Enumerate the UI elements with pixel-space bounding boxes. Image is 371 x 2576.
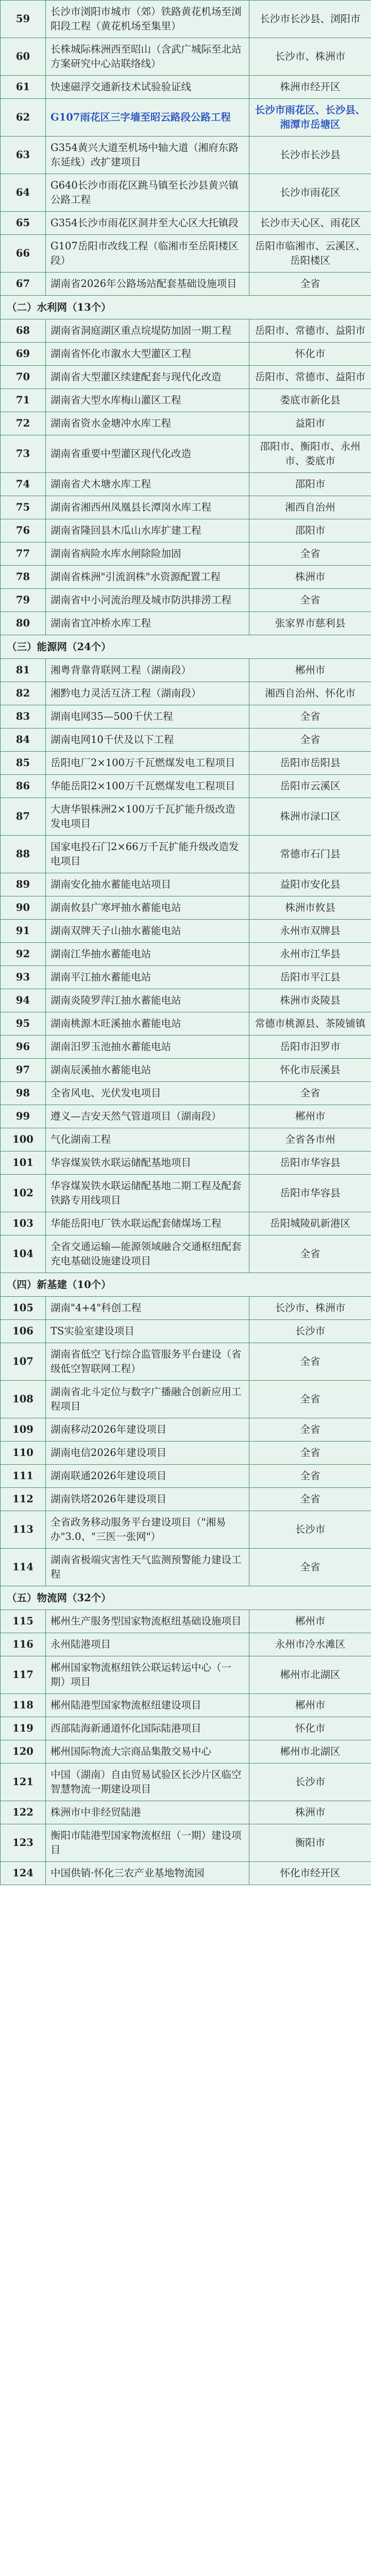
project-name: G354长沙市雨花区洞井至大心区大托镇段 xyxy=(46,212,249,235)
row-number: 72 xyxy=(1,412,46,435)
project-name: 全省交通运输—能源领域融合交通枢纽配套充电基础设施建设项目 xyxy=(46,1235,249,1273)
table-row xyxy=(1,1082,371,1105)
table-row xyxy=(1,76,371,99)
row-number: 102 xyxy=(1,1175,46,1212)
project-name: TS实验室建设项目 xyxy=(46,1320,249,1343)
project-name: 湖南省宜冲桥水库工程 xyxy=(46,612,249,635)
project-name: 气化湖南工程 xyxy=(46,1128,249,1151)
row-number: 107 xyxy=(1,1343,46,1381)
table-row xyxy=(1,752,371,775)
row-number: 83 xyxy=(1,705,46,728)
project-name: 湖南省极端灾害性天气监测预警能力建设工程 xyxy=(46,1549,249,1586)
table-row xyxy=(1,99,371,137)
section-title: （四）新基建（10个） xyxy=(1,1273,371,1297)
project-location: 岳阳市华容县 xyxy=(249,1175,371,1212)
project-location: 怀化市 xyxy=(249,1717,371,1740)
project-location: 永州市江华县 xyxy=(249,943,371,966)
project-location: 长沙市、株洲市 xyxy=(249,38,371,76)
table-row xyxy=(1,473,371,496)
table-row xyxy=(1,1764,371,1801)
table-row xyxy=(1,1633,371,1656)
project-name: 湖南省北斗定位与数字广播融合创新应用工程项目 xyxy=(46,1381,249,1418)
project-location: 岳阳市临湘市、云溪区、岳阳楼区 xyxy=(249,235,371,273)
section-title: （五）物流网（32个） xyxy=(1,1586,371,1610)
row-number: 117 xyxy=(1,1656,46,1694)
row-number: 122 xyxy=(1,1801,46,1824)
project-location: 衡阳市 xyxy=(249,1824,371,1862)
project-name: 湖南电信2026年建设项目 xyxy=(46,1442,249,1465)
row-number: 90 xyxy=(1,896,46,920)
project-name: 湖南省低空飞行综合监管服务平台建设（省级低空智联网工程） xyxy=(46,1343,249,1381)
table-row xyxy=(1,366,371,389)
table-row xyxy=(1,589,371,612)
project-location: 长沙市 xyxy=(249,1320,371,1343)
table-row xyxy=(1,1717,371,1740)
project-name: 湖南炎陵罗萍江抽水蓄能电站 xyxy=(46,989,249,1012)
project-location: 邵阳市 xyxy=(249,519,371,543)
row-number: 99 xyxy=(1,1105,46,1128)
table-row xyxy=(1,798,371,836)
table-row xyxy=(1,1059,371,1082)
project-location: 益阳市 xyxy=(249,412,371,435)
project-name: 华容煤炭铁水联运储配基地项目 xyxy=(46,1151,249,1175)
row-number: 86 xyxy=(1,775,46,798)
project-location: 湘西自治州、怀化市 xyxy=(249,682,371,705)
project-location: 邵阳市、衡阳市、永州市、娄底市 xyxy=(249,435,371,473)
project-location: 郴州市北湖区 xyxy=(249,1656,371,1694)
project-name: 长沙市浏阳市城市（郊）铁路黄花机场至浏阳段工程（黄花机场至集里） xyxy=(46,1,249,38)
row-number: 124 xyxy=(1,1862,46,1885)
row-number: 70 xyxy=(1,366,46,389)
table-row xyxy=(1,1801,371,1824)
project-name: G354黄兴大道至机场中轴大道（湘府东路东延线）改扩建项目 xyxy=(46,137,249,174)
section-title: （二）水利网（13个） xyxy=(1,296,371,319)
project-name: 湖南移动2026年建设项目 xyxy=(46,1418,249,1442)
project-location: 永州市冷水滩区 xyxy=(249,1633,371,1656)
project-location: 全省 xyxy=(249,1235,371,1273)
row-number: 93 xyxy=(1,966,46,989)
project-name: 湖南联通2026年建设项目 xyxy=(46,1465,249,1488)
table-row xyxy=(1,543,371,566)
project-name: 湖南省重要中型灌区现代化改造 xyxy=(46,435,249,473)
project-name: 衡阳市陆港型国家物流枢纽（一期）建设项目 xyxy=(46,1824,249,1862)
project-name: 湖南省病险水库水闸除险加固 xyxy=(46,543,249,566)
section-header-row xyxy=(1,296,371,319)
project-location: 全省 xyxy=(249,1488,371,1511)
row-number: 113 xyxy=(1,1511,46,1549)
project-location: 长沙市 xyxy=(249,1511,371,1549)
row-number: 85 xyxy=(1,752,46,775)
table-row xyxy=(1,659,371,682)
project-name: 华能岳阳电厂铁水联运配套储煤场工程 xyxy=(46,1212,249,1235)
row-number: 81 xyxy=(1,659,46,682)
project-location: 长沙市雨花区、长沙县、湘潭市岳塘区 xyxy=(249,99,371,137)
table-row xyxy=(1,1442,371,1465)
table-row xyxy=(1,1297,371,1320)
project-name: 郴州生产服务型国家物流枢纽基础设施项目 xyxy=(46,1610,249,1633)
project-name: 湖南省大型水库梅山灌区工程 xyxy=(46,389,249,412)
project-location: 长沙市天心区、雨花区 xyxy=(249,212,371,235)
project-location: 株洲市经开区 xyxy=(249,76,371,99)
row-number: 104 xyxy=(1,1235,46,1273)
table-row xyxy=(1,519,371,543)
project-location: 怀化市经开区 xyxy=(249,1862,371,1885)
project-name: G107岳阳市改线工程（临湘市至岳阳楼区段） xyxy=(46,235,249,273)
table-row xyxy=(1,612,371,635)
table-row xyxy=(1,1656,371,1694)
row-number: 105 xyxy=(1,1297,46,1320)
project-name: 湖南省中小河流治理及城市防洪排涝工程 xyxy=(46,589,249,612)
table-row xyxy=(1,1381,371,1418)
row-number: 77 xyxy=(1,543,46,566)
project-location: 张家界市慈利县 xyxy=(249,612,371,635)
row-number: 98 xyxy=(1,1082,46,1105)
project-location: 怀化市 xyxy=(249,343,371,366)
project-name: 湖南江华抽水蓄能电站 xyxy=(46,943,249,966)
row-number: 110 xyxy=(1,1442,46,1465)
row-number: 84 xyxy=(1,728,46,752)
table-row xyxy=(1,836,371,873)
project-location: 岳阳市、常德市、益阳市 xyxy=(249,319,371,343)
project-name: 中国供销·怀化三农产业基地物流园 xyxy=(46,1862,249,1885)
project-location: 全省 xyxy=(249,273,371,296)
row-number: 121 xyxy=(1,1764,46,1801)
project-name: 湖南电网35—500千伏工程 xyxy=(46,705,249,728)
project-name: 郴州国际物流大宗商品集散交易中心 xyxy=(46,1740,249,1764)
project-location: 全省 xyxy=(249,705,371,728)
project-location: 邵阳市 xyxy=(249,473,371,496)
project-location: 株洲市攸县 xyxy=(249,896,371,920)
project-location: 株洲市 xyxy=(249,566,371,589)
table-row xyxy=(1,435,371,473)
project-location: 全省 xyxy=(249,728,371,752)
table-row xyxy=(1,1012,371,1036)
row-number: 63 xyxy=(1,137,46,174)
project-location: 长沙市长沙县 xyxy=(249,137,371,174)
project-name: 中国（湖南）自由贸易试验区长沙片区临空智慧物流一期建设项目 xyxy=(46,1764,249,1801)
row-number: 120 xyxy=(1,1740,46,1764)
row-number: 118 xyxy=(1,1694,46,1717)
section-header-row xyxy=(1,1586,371,1610)
row-number: 74 xyxy=(1,473,46,496)
table-row xyxy=(1,1694,371,1717)
project-name: 湖南汨罗玉池抽水蓄能电站 xyxy=(46,1036,249,1059)
row-number: 92 xyxy=(1,943,46,966)
project-location: 郴州市 xyxy=(249,1610,371,1633)
project-name: 郴州国家物流枢纽铁公联运转运中心（一期）项目 xyxy=(46,1656,249,1694)
table-row xyxy=(1,1128,371,1151)
row-number: 71 xyxy=(1,389,46,412)
project-location: 全省 xyxy=(249,589,371,612)
table-row xyxy=(1,1343,371,1381)
table-row xyxy=(1,273,371,296)
table-row xyxy=(1,1105,371,1128)
table-row xyxy=(1,1320,371,1343)
project-location: 岳阳市汨罗市 xyxy=(249,1036,371,1059)
row-number: 68 xyxy=(1,319,46,343)
project-name: 全省政务移动服务平台建设项目（"湘易办"3.0、"三医一张网"） xyxy=(46,1511,249,1549)
row-number: 78 xyxy=(1,566,46,589)
table-row xyxy=(1,1418,371,1442)
project-location: 永州市双牌县 xyxy=(249,920,371,943)
row-number: 73 xyxy=(1,435,46,473)
table-row xyxy=(1,1235,371,1273)
table-row xyxy=(1,1,371,38)
project-name: 湖南平江抽水蓄能电站 xyxy=(46,966,249,989)
project-location: 郴州市 xyxy=(249,1694,371,1717)
row-number: 116 xyxy=(1,1633,46,1656)
project-name: 郴州陆港型国家物流枢纽建设项目 xyxy=(46,1694,249,1717)
row-number: 100 xyxy=(1,1128,46,1151)
row-number: 115 xyxy=(1,1610,46,1633)
project-name: 湖南省2026年公路场站配套基础设施项目 xyxy=(46,273,249,296)
row-number: 76 xyxy=(1,519,46,543)
row-number: 112 xyxy=(1,1488,46,1511)
table-row xyxy=(1,1036,371,1059)
project-name: 株洲市中非经贸陆港 xyxy=(46,1801,249,1824)
row-number: 96 xyxy=(1,1036,46,1059)
row-number: 91 xyxy=(1,920,46,943)
table-row xyxy=(1,873,371,896)
project-name: 华容煤炭铁水联运储配基地二期工程及配套铁路专用线项目 xyxy=(46,1175,249,1212)
table-row xyxy=(1,343,371,366)
project-location: 郴州市北湖区 xyxy=(249,1740,371,1764)
row-number: 109 xyxy=(1,1418,46,1442)
row-number: 89 xyxy=(1,873,46,896)
project-location: 常德市石门县 xyxy=(249,836,371,873)
project-name: 湖南省犬木塘水库工程 xyxy=(46,473,249,496)
table-row xyxy=(1,1175,371,1212)
section-title: （三）能源网（24个） xyxy=(1,635,371,659)
row-number: 66 xyxy=(1,235,46,273)
project-location: 全省 xyxy=(249,1465,371,1488)
project-table-body xyxy=(1,1,371,1885)
project-name: 湖南省隆回县木瓜山水库扩建工程 xyxy=(46,519,249,543)
project-location: 全省 xyxy=(249,1381,371,1418)
project-name: 湖南省株洲"引流润株"水资源配置工程 xyxy=(46,566,249,589)
row-number: 123 xyxy=(1,1824,46,1862)
table-row xyxy=(1,728,371,752)
row-number: 80 xyxy=(1,612,46,635)
row-number: 108 xyxy=(1,1381,46,1418)
table-row xyxy=(1,1212,371,1235)
project-name: 华能岳阳2×100万千瓦燃煤发电工程项目 xyxy=(46,775,249,798)
row-number: 79 xyxy=(1,589,46,612)
row-number: 75 xyxy=(1,496,46,519)
project-location: 全省 xyxy=(249,543,371,566)
project-name: 湖南省怀化市溆水大型灌区工程 xyxy=(46,343,249,366)
table-row xyxy=(1,1862,371,1885)
row-number: 111 xyxy=(1,1465,46,1488)
row-number: 69 xyxy=(1,343,46,366)
row-number: 65 xyxy=(1,212,46,235)
project-location: 岳阳市华容县 xyxy=(249,1151,371,1175)
project-location: 郴州市 xyxy=(249,659,371,682)
table-row xyxy=(1,235,371,273)
project-name: 湖南双牌天子山抽水蓄能电站 xyxy=(46,920,249,943)
row-number: 119 xyxy=(1,1717,46,1740)
table-row xyxy=(1,412,371,435)
project-location: 岳阳城陵矶新港区 xyxy=(249,1212,371,1235)
table-row xyxy=(1,943,371,966)
project-name: 湖南省资水金塘冲水库工程 xyxy=(46,412,249,435)
project-location: 娄底市新化县 xyxy=(249,389,371,412)
project-location: 株洲市渌口区 xyxy=(249,798,371,836)
project-name: 国家电投石门2×66万千瓦扩能升级改造发电项目 xyxy=(46,836,249,873)
table-row xyxy=(1,38,371,76)
project-location: 长沙市雨花区 xyxy=(249,174,371,212)
project-name: 湖南辰溪抽水蓄能电站 xyxy=(46,1059,249,1082)
section-header-row xyxy=(1,635,371,659)
project-location: 全省 xyxy=(249,1549,371,1586)
project-name: 湖南攸县广寒坪抽水蓄能电站 xyxy=(46,896,249,920)
row-number: 61 xyxy=(1,76,46,99)
project-name: 快速磁浮交通新技术试验验证线 xyxy=(46,76,249,99)
row-number: 114 xyxy=(1,1549,46,1586)
row-number: 95 xyxy=(1,1012,46,1036)
project-name: 湖南省洞庭湖区重点垸堤防加固一期工程 xyxy=(46,319,249,343)
project-location: 全省 xyxy=(249,1082,371,1105)
project-location: 岳阳市平江县 xyxy=(249,966,371,989)
project-location: 岳阳市、常德市、益阳市 xyxy=(249,366,371,389)
table-row xyxy=(1,682,371,705)
row-number: 59 xyxy=(1,1,46,38)
table-row xyxy=(1,496,371,519)
table-row xyxy=(1,920,371,943)
table-row xyxy=(1,319,371,343)
project-name: 遵义—吉安天然气管道项目（湖南段） xyxy=(46,1105,249,1128)
table-row xyxy=(1,989,371,1012)
project-name: 全省风电、光伏发电项目 xyxy=(46,1082,249,1105)
project-location: 岳阳市云溪区 xyxy=(249,775,371,798)
row-number: 103 xyxy=(1,1212,46,1235)
table-row xyxy=(1,1610,371,1633)
project-name: 湖南电网10千伏及以下工程 xyxy=(46,728,249,752)
row-number: 94 xyxy=(1,989,46,1012)
table-row xyxy=(1,896,371,920)
project-name: 湘黔电力灵活互济工程（湖南段） xyxy=(46,682,249,705)
row-number: 101 xyxy=(1,1151,46,1175)
row-number: 64 xyxy=(1,174,46,212)
table-row xyxy=(1,137,371,174)
project-name: 大唐华银株洲2×100万千瓦扩能升级改造发电项目 xyxy=(46,798,249,836)
project-location: 全省各市州 xyxy=(249,1128,371,1151)
project-location: 全省 xyxy=(249,1343,371,1381)
table-row xyxy=(1,1824,371,1862)
row-number: 67 xyxy=(1,273,46,296)
project-name: 湖南省湘西州凤凰县长潭岗水库工程 xyxy=(46,496,249,519)
project-name: 湖南铁塔2026年建设项目 xyxy=(46,1488,249,1511)
project-location: 株洲市 xyxy=(249,1801,371,1824)
project-name: 永州陆港项目 xyxy=(46,1633,249,1656)
table-row xyxy=(1,1511,371,1549)
row-number: 106 xyxy=(1,1320,46,1343)
project-name: 湖南桃源木旺溪抽水蓄能电站 xyxy=(46,1012,249,1036)
row-number: 87 xyxy=(1,798,46,836)
table-row xyxy=(1,775,371,798)
table-row xyxy=(1,966,371,989)
project-location: 长沙市 xyxy=(249,1764,371,1801)
project-name: G640长沙市雨花区跳马镇至长沙县黄兴镇公路工程 xyxy=(46,174,249,212)
table-row xyxy=(1,1740,371,1764)
project-location: 郴州市 xyxy=(249,1105,371,1128)
table-row xyxy=(1,705,371,728)
project-location: 怀化市辰溪县 xyxy=(249,1059,371,1082)
table-row xyxy=(1,389,371,412)
project-location: 全省 xyxy=(249,1418,371,1442)
table-row xyxy=(1,212,371,235)
project-name: 西部陆海新通道怀化国际陆港项目 xyxy=(46,1717,249,1740)
project-name: 湖南"4+4"科创工程 xyxy=(46,1297,249,1320)
project-location: 长沙市、株洲市 xyxy=(249,1297,371,1320)
project-name: 湖南省大型灌区续建配套与现代化改造 xyxy=(46,366,249,389)
project-location: 全省 xyxy=(249,1442,371,1465)
project-name: 长株城际株洲西至昭山（含武广城际至北站方案研究中心站联络线） xyxy=(46,38,249,76)
project-location: 湘西自治州 xyxy=(249,496,371,519)
table-row xyxy=(1,1151,371,1175)
table-row xyxy=(1,1465,371,1488)
table-row xyxy=(1,566,371,589)
row-number: 88 xyxy=(1,836,46,873)
project-location: 长沙市长沙县、浏阳市 xyxy=(249,1,371,38)
project-location: 岳阳市岳阳县 xyxy=(249,752,371,775)
table-row xyxy=(1,174,371,212)
project-name: 岳阳电厂2×100万千瓦燃煤发电工程项目 xyxy=(46,752,249,775)
table-row xyxy=(1,1549,371,1586)
section-header-row xyxy=(1,1273,371,1297)
row-number: 60 xyxy=(1,38,46,76)
project-name: G107雨花区三字墙至昭云路段公路工程 xyxy=(46,99,249,137)
project-location: 常德市桃源县、茶陵铺镇 xyxy=(249,1012,371,1036)
row-number: 97 xyxy=(1,1059,46,1082)
row-number: 62 xyxy=(1,99,46,137)
row-number: 82 xyxy=(1,682,46,705)
project-location: 株洲市炎陵县 xyxy=(249,989,371,1012)
project-name: 湘粤背靠背联网工程（湖南段） xyxy=(46,659,249,682)
project-name: 湖南安化抽水蓄能电站项目 xyxy=(46,873,249,896)
project-location: 益阳市安化县 xyxy=(249,873,371,896)
table-row xyxy=(1,1488,371,1511)
